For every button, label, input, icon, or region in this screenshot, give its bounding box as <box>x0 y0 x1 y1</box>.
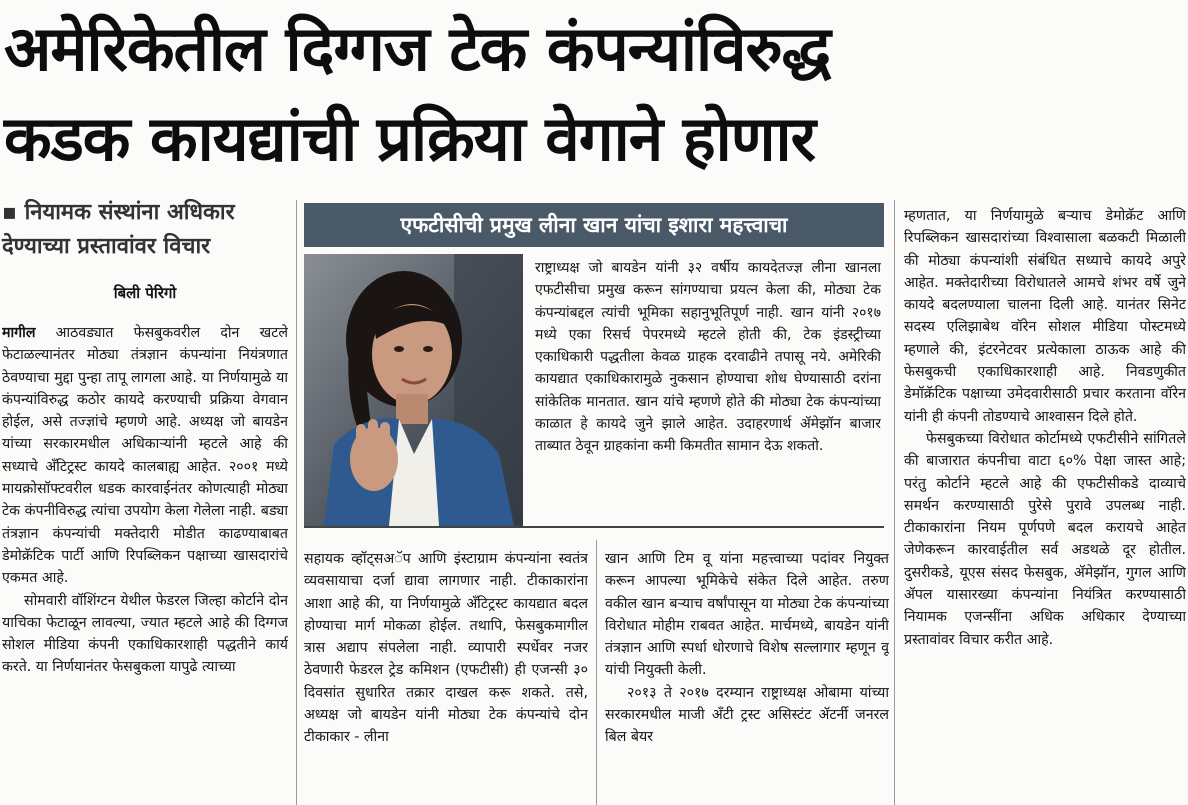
paragraph: आठवड्यात फेसबुकवरील दोन खटले फेटाळल्यानंतर मोठ्या तंत्रज्ञान कंपन्यांना नियंत्रणात ठेवण्याचा मुद्दा पुन्हा तापू लागला आहे. या निर्णयामुळे या कंपन्यांविरुद्ध कठोर कायदे करण्याची प्रक्रिया वेगवान होईल, असे तज्ज्ञांचे म्हणणे आहे. अध्यक्ष जो बायडेन यांच्या सरकारमधील अधिकाऱ्यांनी म्हटले आहे की सध्याचे ॲंटिट्रस्ट कायदे कालबाह्य आहेत. २००१ मध्ये मायक्रोसॉफ्टवरील धडक कारवाईनंतर कोणत्याही मोठ्या टेक कंपनीविरुद्ध त्यांचा उपयोग केला गेलेला नाही. बड्या तंत्रज्ञान कंपन्यांची मक्तेदारी मोडीत काढण्याबाबत डेमोक्रॅटिक पार्टी आणि रिपब्लिकन पक्षाच्या खासदारांचे एकमत आहे. <box>2 325 288 587</box>
paragraph: म्हणतात, या निर्णयामुळे बऱ्याच डेमोक्रॅट आणि रिपब्लिकन खासदारांच्या विश्वासाला बळकटी मिळाली की मोठ्या कंपन्यांशी संबंधित सध्याचे कायदे अपुरे आहेत. मक्तेदारीच्या विरोधातले आमचे शंभर वर्षे जुने कायदे बदलण्याला चालना दिली आहे. यानंतर सिनेट सदस्य एलिझाबेथ वॉरेन सोशल मीडिया पोस्टमध्ये म्हणाले की, इंटरनेटवर प्रत्येकाला ठाऊक आहे की फेसबुकची एकाधिकारशाही आहे. निवडणुकीत डेमॉक्रॅटिक पक्षाच्या उमेदवारीसाठी प्रचार करताना वॉरेन यांनी ही कंपनी तोडण्याचे आश्वासन दिले होते. <box>904 208 1186 425</box>
paragraph: २०१३ ते २०१७ दरम्यान राष्ट्राध्यक्ष ओबामा यांच्या सरकारमधील माजी ॲंटी ट्रस्ट असिस्टंट ॲटर्नी जनरल बिल बेयर <box>605 684 889 746</box>
subheadline-line-1: ▪ नियामक संस्थांना अधिकार <box>2 200 235 225</box>
subheadline <box>2 196 292 264</box>
paragraph: सोमवारी वॉशिंग्टन येथील फेडरल जिल्हा कोर्टाने दोन याचिका फेटाळून लावल्या, ज्यात म्हटले आहे की दिग्गज सोशल मीडिया कंपनी एकाधिकारशाही पद्धतीने कार्य करते. या निर्णयानंतर फेसबुकला यापुढे त्याच्या <box>2 592 288 676</box>
article-column-2 <box>304 548 588 805</box>
headline-line-1: अमेरिकेतील दिग्गज टेक कंपन्यांविरुद्ध <box>4 12 831 85</box>
article-column-4 <box>904 205 1186 805</box>
paragraph: सहायक व्हॉट्सअॅप आणि इंस्टाग्राम कंपन्यांना स्वतंत्र व्यवसायाचा दर्जा द्यावा लागणार नाही. टीकाकारांना आशा आहे की, या निर्णयामुळे ॲंटिट्रस्ट कायद्यात बदल होण्याचा मार्ग मोकळा होईल. तथापि, फेसबुकमागील त्रास अद्याप संपलेला नाही. व्यापारी स्पर्धेवर नजर ठेवणारी फेडरल ट्रेड कमिशन (एफटीसी) ही एजन्सी ३० दिवसांत सुधारित तक्रार दाखल करू शकते. तसे, अध्यक्ष जो बायडेन यांनी मोठ्या टेक कंपन्यांचे दोन टीकाकार - लीना <box>304 551 588 746</box>
sidebar-text: राष्ट्राध्यक्ष जो बायडेन यांनी ३२ वर्षीय कायदेतज्ज्ञ लीना खानला एफटीसीचा प्रमुख करून सांगण्याचा प्रयत्न केला की, मोठ्या टेक कंपन्यांबद्दल त्यांची भूमिका सहानुभूतिपूर्ण नाही. खान यांनी २०१७ मध्ये एका रिसर्च पेपरमध्ये म्हटले होती की, टेक इंडस्ट्रीच्या एकाधिकारी पद्धतीला केवळ ग्राहक दरवाढीने तपासू नये. अमेरिकी कायद्यात एकाधिकारामुळे नुकसान होण्याचा शोध घेण्यासाठी दरांना सांकेतिक मानतात. खान यांचे म्हणणे होते की मोठ्या टेक कंपन्यांच्या काळात हे कायदे जुने झाले आहेत. उदाहरणार्थ ॲमेझॉन बाजार ताब्यात ठेवून ग्राहकांना कमी किमतीत सामान देऊ शकतो. <box>535 260 881 455</box>
column-divider <box>596 540 597 805</box>
paragraph: खान आणि टिम वू यांना महत्त्वाच्या पदांवर नियुक्त करून आपल्या भूमिकेचे संकेत दिले आहेत. तरुण वकील खान बऱ्याच वर्षांपासून या मोठ्या टेक कंपन्यांच्या विरोधात मोहीम राबवत आहेत. मार्चमध्ये, बायडेन यांनी तंत्रज्ञान आणि स्पर्धा धोरणाचे विशेष सल्लागार म्हणून वू यांची नियुक्ती केली. <box>605 551 889 679</box>
sidebar-banner: एफटीसीची प्रमुख लीना खान यांचा इशारा महत्त्वाचा <box>304 203 884 247</box>
subheadline-line-2: देण्याच्या प्रस्तावांवर विचार <box>2 234 211 259</box>
article-column-1 <box>2 322 288 805</box>
portrait-photo <box>304 254 523 526</box>
portrait-illustration <box>304 254 523 526</box>
headline-line-2: कडक कायद्यांची प्रक्रिया वेगाने होणार <box>4 102 815 175</box>
column-divider <box>296 200 297 805</box>
lead-word: मागील <box>2 325 36 341</box>
article-column-3 <box>605 548 889 805</box>
headline <box>4 4 1184 184</box>
paragraph: फेसबुकच्या विरोधात कोर्टामध्ये एफटीसीने सांगितले की बाजारात कंपनीचा वाटा ६०% पेक्षा जास्त आहे; परंतु कोर्टाने म्हटले आहे की एफटीसीकडे दाव्याचे समर्थन करण्यासाठी पुरेसे पुरावे उपलब्ध नाही. टीकाकारांना नियम पूर्णपणे बदल करायचे आहेत जेणेकरून कारवाईतील सर्व अडथळे दूर होतील. दुसरीकडे, यूएस संसद फेसबुक, ॲमेझॉन, गुगल आणि ॲपल यासारख्या कंपन्यांना नियंत्रित करण्यासाठी नियामक एजन्सींना अधिक अधिकार देण्याच्या प्रस्तावांवर विचार करीत आहे. <box>904 430 1186 648</box>
byline: बिली पेरिगो <box>113 284 177 302</box>
column-divider <box>894 200 895 805</box>
